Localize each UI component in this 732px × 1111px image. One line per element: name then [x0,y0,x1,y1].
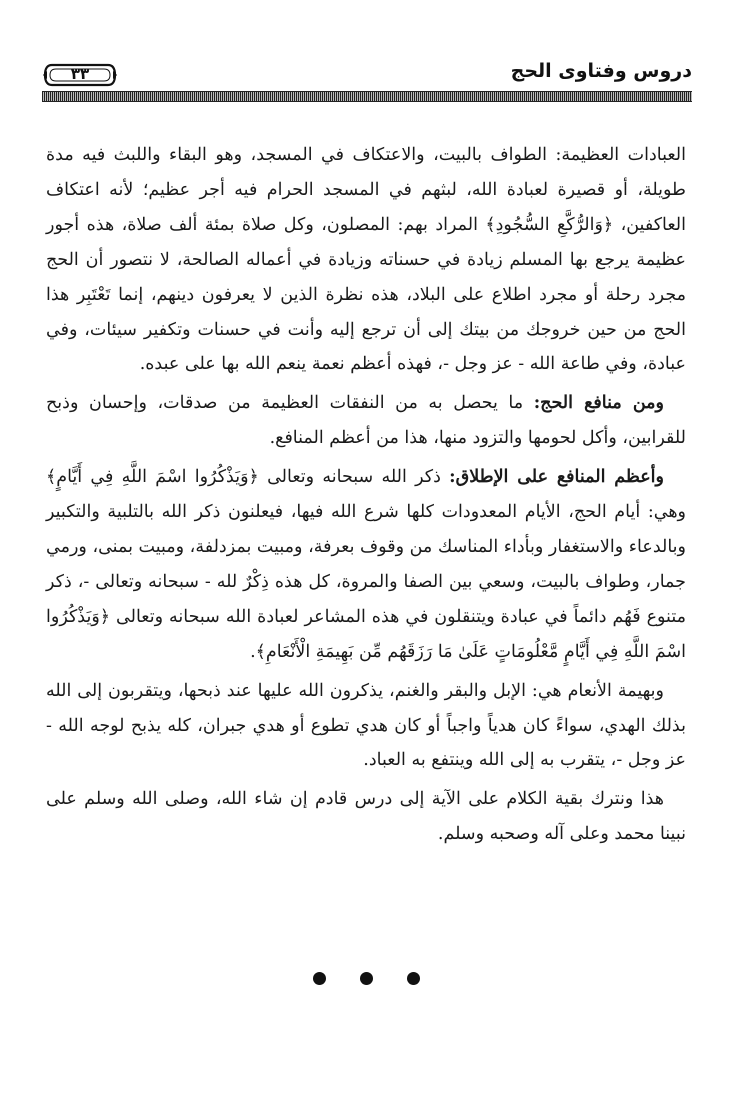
paragraph-text: وبهيمة الأنعام هي: الإبل والبقر والغنم، يذكرون الله عليها عند ذبحها، ويتقربون إلى الله بذلك الهدي، سواءً كان هدياً واجباً أو كان هدي تطوع أو هدي جبران، كله يذبح لوجه الله - عز وجل -، يتقرب به إلى الله وينتفع به العباد. [46,680,686,771]
page-header [42,58,692,102]
paragraph-text: العبادات العظيمة: الطواف بالبيت، والاعتكاف في المسجد، وهو البقاء واللبث فيه مدة طويلة، أو قصيرة لعبادة الله، لبثهم في المسجد الحرام فيه أجر عظيم؛ لأنه اعتكاف العاكفين، ﴿وَالرُّكَّعِ السُّجُودِ﴾ المراد بهم: المصلون، وكل صلاة بمئة ألف صلاة، هذه أجور عظيمة يرجع بها المسلم زيادة في حسناته وزيادة في أعماله الصالحة، لا نتصور أن الحج مجرد رحلة أو مجرد اطلاع على البلاد، هذه نظرة الذين لا يعرفون دينهم، إنما تَعْتَبِر هذا الحج من حين خروجك من بيتك إلى أن ترجع إليه وأنت في حسنات وتكفير سيئات، وفي عبادة، وفي طاعة الله - عز وجل -، فهذه أعظم نعمة ينعم الله بها على عبده. [46,145,686,375]
bullet-dot-icon [360,972,373,985]
paragraph [46,138,686,382]
page-number: ٣٣ [70,65,90,83]
page-number-badge [42,62,118,88]
header-rule [42,91,692,102]
section-separator [0,970,732,990]
paragraph-lead: ومن منافع الحج: [533,393,664,414]
paragraph [46,782,686,852]
paragraph [46,386,686,456]
paragraph-text: ذكر الله سبحانه وتعالى ﴿وَيَذْكُرُوا اسْمَ اللَّهِ فِي أَيَّامٍ﴾ وهي: أيام الحج، الأيام المعدودات كلها شرع الله فيها، فيعلنون ذكر الله بالتلبية والتكبير وبالدعاء والاستغفار وبأداء المناسك من وقوف بعرفة، ومبيت بمزدلفة، ومبيت بمنى، ورمي جمار، وطواف بالبيت، وسعي بين الصفا والمروة، كل هذه ذِكْرٌ لله - سبحانه وتعالى -، ذكر متنوع فَهُم دائماً في عبادة ويتنقلون في هذه المشاعر لعبادة الله سبحانه وتعالى ﴿وَيَذْكُرُوا اسْمَ اللَّهِ فِي أَيَّامٍ مَّعْلُومَاتٍ عَلَىٰ مَا رَزَقَهُم مِّن بَهِيمَةِ الْأَنْعَامِ﴾. [46,467,686,662]
paragraph [46,460,686,669]
paragraph-lead: وأعظم المنافع على الإطلاق: [449,467,664,488]
body-text [46,138,686,856]
running-title: دروس وفتاوى الحج [510,60,692,82]
bullet-dot-icon [407,972,420,985]
paragraph-text: ما يحصل به من النفقات العظيمة من صدقات، وإحسان وذبح للقرابين، وأكل لحومها والتزود منها، هذا من أعظم المنافع. [46,393,686,449]
paragraph [46,674,686,779]
paragraph-text: هذا ونترك بقية الكلام على الآية إلى درس قادم إن شاء الله، وصلى الله وسلم على نبينا محمد وعلى آله وصحبه وسلم. [46,789,686,845]
bullet-dot-icon [313,972,326,985]
